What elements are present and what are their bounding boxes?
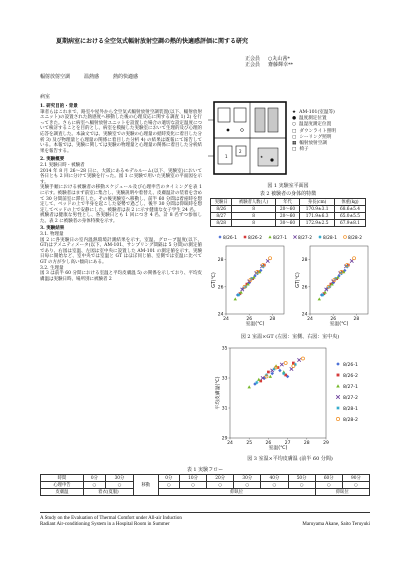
cell: 30〜60	[275, 220, 300, 227]
x-axis-label: 室温(℃)	[268, 446, 288, 451]
footer-en-authors: Maruyama Akane, Saito Teruyuki	[302, 522, 370, 527]
legend-item	[244, 235, 262, 241]
x-tick-label: 24	[307, 317, 313, 322]
x-tick-label: 28	[303, 441, 310, 446]
marker-label: ★	[260, 155, 264, 159]
data-point	[284, 361, 287, 364]
legend-symbol: ●	[292, 116, 297, 122]
plot-area	[230, 348, 326, 438]
legend-symbol: ▦	[292, 141, 297, 147]
x-tick-label: 25	[246, 441, 253, 446]
data-point	[237, 293, 240, 296]
data-point	[218, 235, 221, 238]
table-row	[211, 220, 366, 227]
y-axis-label: GT(℃)	[212, 272, 217, 288]
legend-item	[336, 384, 358, 390]
data-point	[336, 395, 340, 399]
data-point	[293, 235, 296, 238]
legend-label: 8/28-1	[343, 406, 358, 412]
cell: 8	[232, 220, 275, 227]
legend-label: 温度測定位置	[299, 116, 327, 122]
legend-label: 温湿度測定位置	[299, 122, 332, 128]
cell: 8	[232, 213, 275, 220]
marker-label: 1	[225, 154, 228, 159]
y-tick-label: 28	[217, 258, 224, 264]
data-point	[269, 257, 272, 260]
floor-plan-legend	[292, 110, 336, 153]
keyword: 温熱感	[84, 74, 100, 80]
keyword: 輻射放射空調	[40, 74, 71, 80]
x-tick-label: 24	[227, 441, 233, 446]
paragraph: 図 2 に各実験日の室内温熱環境計測結果を示す。室温、グローブ温度(以下、GT)はアメニティメータ(以下、AM-101、サンプリング間隔は 5 分間)の測定値であり、右図は室温、左図は室中央に設置した AM-101 の測定値を示す。実験日毎に開始など、室中央では室温と GT はほぼ同じ値、室側では室温に比べて GT の方が少し高い傾向にある。	[40, 237, 202, 266]
cell: ○	[105, 482, 133, 489]
legend-symbol: □	[292, 128, 297, 134]
data-point	[234, 297, 237, 300]
cell: 仰臥位	[315, 489, 369, 496]
cell: 40分	[261, 475, 288, 482]
legend-symbol: ★	[292, 110, 297, 115]
table-row	[211, 213, 366, 220]
x-axis-label: 室温(℃)	[245, 322, 265, 327]
legend-label: 輻射放射空調	[299, 141, 327, 147]
cell: 20〜60	[275, 206, 300, 213]
legend-symbol: □	[292, 147, 297, 153]
paragraph: 筆者らはこれまで、路室や屋外から全空気式輻射放射空調装置(以下、輻射放射ユニット)の設置された熱感度へ移動した後の心理反応に関する調査 1) 2) を行ってきた。さらに病室へ輻射放射ユニットを設置した場合の適切な設定温度について検討することを目的とし、病室を模擬した実験室において生理的及び心理的応答を調査した。本論文では、実験室での実験の心理量の経時変化に着目した分析 3) 及び物理量と心理量の関係に着目した分析 4) の結果は既報にて報告している。本報では、実験に関しては実験の物理量と心理量の関係に着目した分析結果を報告する。	[40, 109, 202, 154]
keywords	[40, 74, 210, 101]
x-tick-label: 27	[284, 441, 291, 446]
cell: 20分	[207, 475, 234, 482]
legend-item	[268, 235, 287, 241]
author-name: ○丸山茜*	[268, 56, 290, 62]
data-point	[297, 358, 300, 361]
cell: 30分	[234, 475, 261, 482]
cell: ○	[207, 482, 234, 489]
cell: ○	[158, 482, 179, 489]
cell: 仰臥位	[158, 489, 315, 496]
data-point	[318, 235, 321, 238]
keyword: 病室	[40, 94, 51, 101]
table-1-caption: 表 1 実験フロー	[186, 467, 224, 473]
data-point	[321, 293, 324, 296]
legend-item	[218, 235, 237, 241]
legend-label: 8/28-2	[343, 417, 358, 423]
cell: 67.9±8.1	[334, 220, 365, 227]
y-tick-label: 28	[301, 258, 308, 264]
y-tick-label: 26	[301, 285, 308, 291]
cell: ○	[179, 482, 206, 489]
footer-en-title	[40, 516, 270, 529]
paragraph: 2014 年 8 月 26〜28 日に、大阪にあるモデルルーム(以下、実験室)において各日とも 2 回に分けて実験を行った。図 1 に実験で用いた実験室の平面図を示す。	[40, 168, 202, 185]
cell: ○	[83, 482, 105, 489]
cell: 着衣(夏服)	[83, 489, 133, 496]
subsection-heading: 3.1. 物理量	[40, 232, 64, 238]
cell: ○	[342, 482, 369, 489]
data-point	[266, 259, 269, 262]
legend-item	[344, 235, 363, 241]
cell: 8	[232, 206, 275, 213]
data-point	[336, 384, 340, 387]
data-point	[350, 259, 353, 262]
header-cell: 年代	[275, 199, 300, 206]
subsection-heading: 3.2. 生理量	[40, 265, 64, 271]
figure-1	[208, 98, 368, 182]
data-point	[248, 385, 251, 388]
header-cell: 被験者人数(人)	[232, 199, 275, 206]
cell: 移動	[133, 475, 158, 496]
section-heading: 1. 研究目的・背景	[40, 104, 78, 109]
legend-label: 8/27-1	[343, 384, 358, 390]
cell: 8/28	[211, 220, 232, 227]
section-heading: 2. 実験概要	[40, 157, 65, 163]
legend-item	[336, 406, 358, 412]
cell: 0分	[158, 475, 179, 482]
data-point	[336, 362, 340, 366]
legend-item	[336, 417, 358, 423]
legend-label: 8/26-2	[248, 235, 262, 241]
y-tick-label: 29	[221, 436, 228, 442]
en-title-line: A Study on the Evaluation of Thermal Comfort under All-air Induction	[40, 516, 182, 521]
table-row	[211, 206, 366, 213]
data-point	[344, 236, 347, 239]
header-cell: 実験日	[211, 199, 232, 206]
cell: 60分	[315, 475, 342, 482]
paragraph: 被験者は健康な男性とし、各実験日とも 1 回につき 4 名、計 8 名ずつ参加した。表 2 に被験者の身体特徴を示す。	[40, 213, 202, 224]
data-point	[278, 369, 281, 372]
table-1	[40, 474, 370, 496]
plot-area	[310, 246, 368, 314]
table-row	[41, 475, 370, 482]
legend-label: 8/26-1	[223, 235, 237, 241]
cell: 10分	[179, 475, 206, 482]
subsection-heading: 2.1 実験日時・被験者	[40, 162, 85, 168]
legend-item	[336, 395, 358, 401]
cell: 90分	[342, 475, 369, 482]
footer-rule	[40, 512, 370, 513]
legend-label: 8/26-2	[343, 373, 358, 379]
legend-label: AM-101(室温等)	[299, 110, 335, 115]
figure-3-chart	[206, 342, 374, 454]
data-point	[337, 374, 340, 377]
x-tick-label: 26	[330, 317, 337, 322]
legend-label: 8/26-1	[343, 362, 358, 368]
x-tick-label: 29	[323, 441, 329, 446]
header-cell: 体重(kg)	[334, 199, 365, 206]
data-point	[271, 372, 274, 375]
legend-label: 椅子	[299, 147, 309, 153]
x-tick-label: 24	[223, 317, 229, 322]
x-tick-label: 26	[265, 441, 272, 446]
data-point	[336, 417, 339, 420]
data-point	[318, 297, 321, 300]
en-title-line: Radiant Air-conditioning System in a Hospital Room in Summer	[40, 522, 170, 528]
keyword: 熱的快適感	[113, 74, 139, 80]
paragraph: 図 3 は前半 60 分間における室温と平均皮膚温 5) の関係を示しており、平均皮膚温は実験日時、場所別に被験者 2	[40, 271, 202, 282]
author-block	[245, 56, 345, 69]
cell: 171.9±6.3	[300, 213, 335, 220]
legend-label: 8/27-2	[343, 395, 358, 401]
data-point	[267, 371, 270, 374]
table-2-caption: 表 2 被験者の身体的特徴	[259, 191, 317, 197]
cell: 65.0±5.5	[334, 213, 365, 220]
cell: 8/26	[211, 206, 232, 213]
author-role: 正会員	[245, 62, 261, 69]
cell: ○	[288, 482, 315, 489]
data-point	[255, 381, 258, 384]
x-tick-label: 28	[353, 317, 360, 322]
y-tick-label: 26	[217, 285, 224, 291]
cell: 8/27	[211, 213, 232, 220]
x-axis-label: 室温(℃)	[329, 322, 349, 327]
cell: 170.9±3.1	[300, 206, 335, 213]
legend-symbol: ○	[292, 122, 297, 128]
y-tick-label: 24	[217, 312, 224, 318]
data-point	[282, 372, 285, 375]
cell: 68.6±5.4	[334, 206, 365, 213]
legend-symbol: ▢	[292, 134, 297, 140]
cell: 50分	[288, 475, 315, 482]
series-8/27-2	[261, 358, 301, 379]
data-point	[336, 406, 340, 410]
data-point	[269, 375, 272, 378]
marker-label: 2	[239, 149, 242, 154]
plot-area	[226, 246, 284, 314]
cell: 皮膚温	[41, 489, 84, 496]
legend-item	[292, 147, 336, 153]
cell: 30分	[105, 475, 133, 482]
cell: ○	[234, 482, 261, 489]
legend-label: シーリング照明	[299, 134, 332, 140]
legend-label: ダウンライト照明	[299, 128, 336, 134]
y-axis-label: 平均皮膚温(℃)	[216, 376, 221, 410]
table-2	[210, 198, 366, 227]
cell: 172.9±2.5	[300, 220, 335, 227]
floor-plan	[208, 100, 290, 178]
data-point	[257, 378, 260, 381]
figure-2-caption: 図 2 室温×GT (左図：室側、右図：室中央)	[240, 334, 340, 340]
y-tick-label: 24	[301, 312, 308, 318]
header-cell: 身長(cm)	[300, 199, 335, 206]
data-point	[353, 257, 356, 260]
table-row	[41, 482, 370, 489]
legend-label: 8/28-1	[323, 235, 337, 241]
x-tick-label: 26	[246, 317, 253, 322]
figure-1-caption: 図 1 実験室平面図	[267, 183, 309, 189]
legend-item	[293, 235, 312, 241]
data-point	[244, 236, 247, 239]
y-tick-label: 35	[221, 346, 228, 352]
table-row	[41, 489, 370, 496]
table-header-row	[211, 199, 366, 206]
cell: 心理申告	[41, 482, 84, 489]
x-tick-label: 28	[269, 317, 276, 322]
data-point	[268, 235, 271, 238]
data-point	[292, 364, 295, 367]
y-tick-label: 33	[221, 376, 228, 382]
cell: 時間	[41, 475, 84, 482]
legend-label: 8/27-2	[298, 235, 312, 241]
cell: 0分	[83, 475, 105, 482]
author-row	[245, 62, 345, 68]
legend-item	[337, 373, 358, 379]
data-point	[280, 363, 283, 366]
author-role: 正会員	[245, 56, 261, 62]
data-point	[290, 367, 293, 370]
section-heading: 3. 実験結果	[40, 226, 65, 232]
y-axis-label: GT(℃)	[296, 272, 301, 288]
legend-item	[336, 362, 358, 368]
left-column	[40, 104, 202, 282]
figure-2-chart	[206, 232, 374, 332]
data-point	[301, 357, 304, 360]
cell: 20〜60	[275, 213, 300, 220]
author-name: 齋藤輝幸**	[268, 62, 294, 69]
cell: ○	[315, 482, 342, 489]
paper-title: 夏期病室における全空気式輻射放射空調の熱的快適感評価に関する研究	[56, 38, 249, 45]
cell: ○	[261, 482, 288, 489]
legend-label: 8/27-1	[273, 235, 287, 241]
y-tick-label: 31	[221, 406, 228, 412]
figure-3-caption: 図 3 室温×平均皮膚温 (前半 60 分間)	[247, 456, 333, 462]
legend-item	[318, 235, 337, 241]
legend-label: 8/28-2	[348, 235, 362, 241]
paragraph: 実験手順における被験者の移動スケジュール及び心理申告のタイミングを表 1 に示す。被験者はまず前室に集合し、実験説明や着替え、皮膚温計の装着を含めて 30 分間前室に滞在した。その後実験室へ移動し、前半 60 分間は着座時を想定して、ベッドの上で半身を起こした姿勢で過ごし、後半 30 分間は仰臥時を想定してベッドの上で安静にした。被験者は表 2 に示す健康な女子学生 24 名。	[40, 185, 202, 213]
